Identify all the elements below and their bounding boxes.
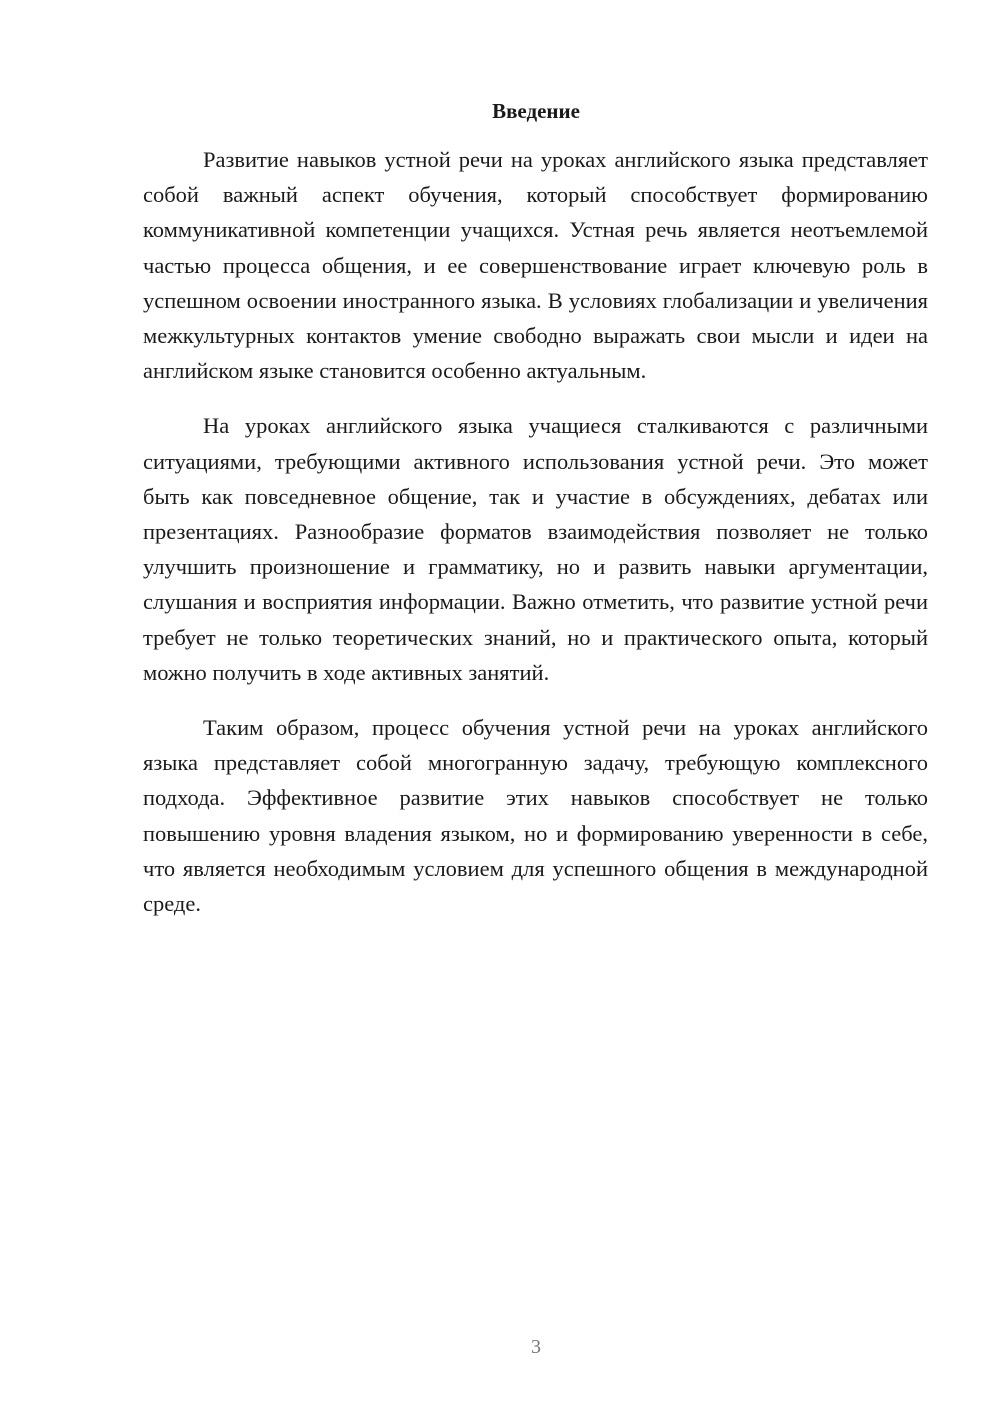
paragraph: На уроках английского языка учащиеся сталкиваются с различными ситуациями, требующими активного использования устной речи. Это может быть как повседневное общение, так и участие в обсуждениях, дебатах или презентациях. Разнообразие форматов взаимодействия позволяет не только улучшить произношение и грамматику, но и развить навыки аргументации, слушания и восприятия информации. Важно отметить, что развитие устной речи требует не только теоретических знаний, но и практического опыта, который можно получить в ходе активных занятий.	[143, 413, 928, 685]
body-text	[143, 142, 928, 941]
paragraph: Таким образом, процесс обучения устной речи на уроках английского языка представляет собой многогранную задачу, требующую комплексного подхода. Эффективное развитие этих навыков способствует не только повышению уровня владения языком, но и формированию уверенности в себе, что является необходимым условием для успешного общения в международной среде.	[143, 715, 928, 917]
section-heading: Введение	[492, 99, 580, 123]
paragraph: Развитие навыков устной речи на уроках английского языка представляет собой важный аспект обучения, который способствует формированию коммуникативной компетенции учащихся. Устная речь является неотъемлемой частью процесса общения, и ее совершенствование играет ключевую роль в успешном освоении иностранного языка. В условиях глобализации и увеличения межкультурных контактов умение свободно выражать свои мысли и идеи на английском языке становится особенно актуальным.	[143, 147, 928, 384]
page-number: 3	[531, 1336, 541, 1358]
